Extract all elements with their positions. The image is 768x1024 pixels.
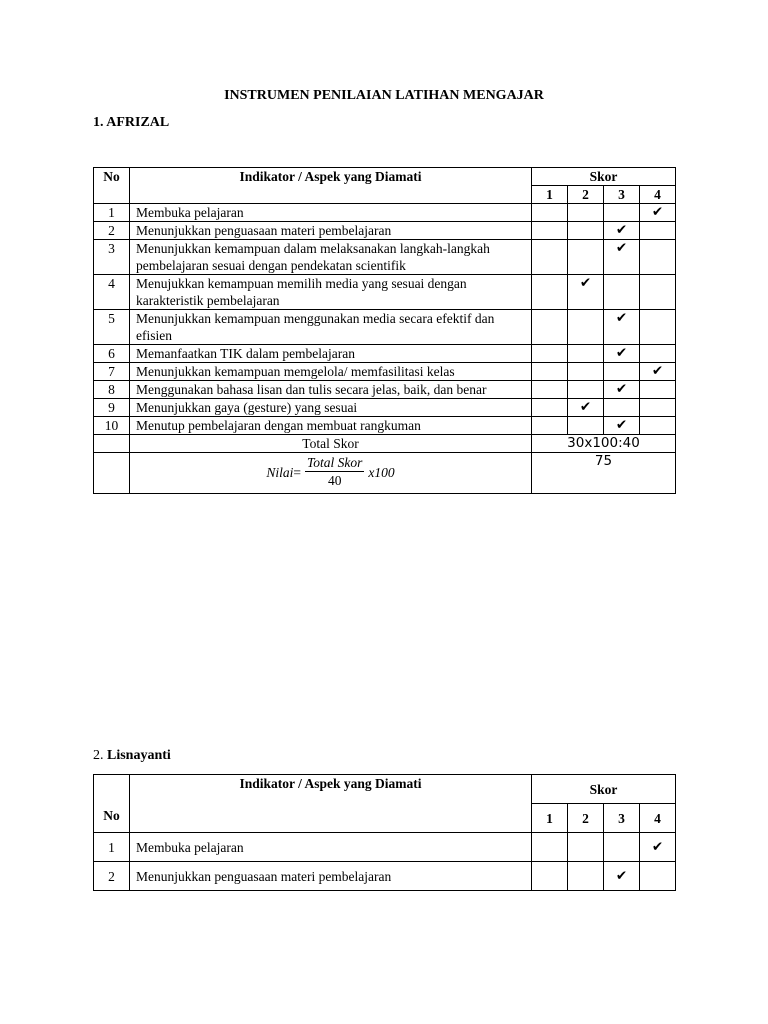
table-row bbox=[94, 399, 676, 417]
header-scale-3: 3 bbox=[604, 804, 640, 833]
row-number: 4 bbox=[94, 275, 130, 310]
score-cell-1 bbox=[532, 417, 568, 435]
nilai-formula bbox=[136, 453, 525, 489]
header-scale-1: 1 bbox=[532, 186, 568, 204]
nilai-value: 75 bbox=[532, 453, 676, 494]
assessment-table-1 bbox=[93, 167, 676, 494]
score-cell-2 bbox=[568, 204, 604, 222]
header-scale-2: 2 bbox=[568, 804, 604, 833]
score-cell-2 bbox=[568, 862, 604, 891]
table-1-body bbox=[94, 204, 676, 435]
score-cell-4 bbox=[640, 862, 676, 891]
section-2-name: Lisnayanti bbox=[107, 748, 171, 763]
formula-denominator: 40 bbox=[327, 473, 342, 488]
score-cell-2 bbox=[568, 833, 604, 862]
score-cell-1 bbox=[532, 310, 568, 345]
row-indicator: Menunjukkan kemampuan memgelola/ memfasilitasi kelas bbox=[130, 363, 532, 381]
table-row bbox=[94, 862, 676, 891]
table-row bbox=[94, 417, 676, 435]
checkmark-icon: ✔ bbox=[579, 399, 592, 415]
score-cell-3 bbox=[604, 862, 640, 891]
table-row bbox=[94, 240, 676, 275]
score-cell-4 bbox=[640, 381, 676, 399]
header-indikator: Indikator / Aspek yang Diamati bbox=[130, 775, 532, 833]
section-2-number: 2. bbox=[93, 748, 104, 763]
table-row bbox=[94, 381, 676, 399]
score-cell-3 bbox=[604, 275, 640, 310]
score-cell-4 bbox=[640, 222, 676, 240]
row-number: 2 bbox=[94, 862, 130, 891]
table-row bbox=[94, 833, 676, 862]
score-cell-1 bbox=[532, 204, 568, 222]
score-cell-4 bbox=[640, 240, 676, 275]
row-indicator: Menujukkan kemampuan memilih media yang sesuai dengan karakteristik pembelajaran bbox=[130, 275, 532, 310]
row-number: 3 bbox=[94, 240, 130, 275]
row-number: 8 bbox=[94, 381, 130, 399]
score-cell-2 bbox=[568, 310, 604, 345]
section-1-number: 1. bbox=[93, 115, 104, 130]
score-cell-4 bbox=[640, 310, 676, 345]
checkmark-icon: ✔ bbox=[651, 363, 664, 379]
score-cell-3 bbox=[604, 417, 640, 435]
score-cell-2 bbox=[568, 222, 604, 240]
score-cell-2 bbox=[568, 417, 604, 435]
score-cell-4 bbox=[640, 275, 676, 310]
total-skor-value: 30x100:40 bbox=[532, 435, 676, 453]
header-scale-1: 1 bbox=[532, 804, 568, 833]
table-2-body bbox=[94, 833, 676, 891]
checkmark-icon: ✔ bbox=[615, 240, 628, 256]
row-indicator: Menunjukkan kemampuan dalam melaksanakan langkah-langkah pembelajaran sesuai dengan pendekatan scientifik bbox=[130, 240, 532, 275]
score-cell-4 bbox=[640, 399, 676, 417]
row-number: 10 bbox=[94, 417, 130, 435]
row-indicator: Menunjukkan kemampuan menggunakan media secara efektif dan efisien bbox=[130, 310, 532, 345]
score-cell-1 bbox=[532, 222, 568, 240]
score-cell-4 bbox=[640, 417, 676, 435]
header-scale-4: 4 bbox=[640, 804, 676, 833]
header-no: No bbox=[94, 168, 130, 204]
score-cell-4 bbox=[640, 363, 676, 381]
score-cell-4 bbox=[640, 204, 676, 222]
table-row bbox=[94, 222, 676, 240]
formula-equals: = bbox=[293, 464, 301, 480]
row-number: 1 bbox=[94, 204, 130, 222]
row-indicator: Membuka pelajaran bbox=[130, 204, 532, 222]
score-cell-4 bbox=[640, 833, 676, 862]
score-cell-1 bbox=[532, 862, 568, 891]
header-skor: Skor bbox=[532, 775, 676, 804]
row-number: 5 bbox=[94, 310, 130, 345]
score-cell-2 bbox=[568, 240, 604, 275]
score-cell-3 bbox=[604, 833, 640, 862]
score-cell-3 bbox=[604, 381, 640, 399]
checkmark-icon: ✔ bbox=[615, 417, 628, 433]
score-cell-1 bbox=[532, 381, 568, 399]
formula-fraction bbox=[305, 455, 364, 489]
nilai-row-blank bbox=[94, 453, 130, 494]
score-cell-4 bbox=[640, 345, 676, 363]
row-indicator: Membuka pelajaran bbox=[130, 833, 532, 862]
checkmark-icon: ✔ bbox=[651, 838, 664, 855]
checkmark-icon: ✔ bbox=[615, 222, 628, 238]
assessment-table-2 bbox=[93, 774, 676, 891]
row-number: 2 bbox=[94, 222, 130, 240]
row-indicator: Memanfaatkan TIK dalam pembelajaran bbox=[130, 345, 532, 363]
score-cell-1 bbox=[532, 399, 568, 417]
score-cell-1 bbox=[532, 833, 568, 862]
section-1-name: AFRIZAL bbox=[106, 115, 170, 130]
row-number: 1 bbox=[94, 833, 130, 862]
checkmark-icon: ✔ bbox=[615, 381, 628, 397]
row-indicator: Menggunakan bahasa lisan dan tulis secara jelas, baik, dan benar bbox=[130, 381, 532, 399]
table-row bbox=[94, 204, 676, 222]
row-number: 7 bbox=[94, 363, 130, 381]
row-indicator: Menutup pembelajaran dengan membuat rangkuman bbox=[130, 417, 532, 435]
header-scale-4: 4 bbox=[640, 186, 676, 204]
table-row bbox=[94, 310, 676, 345]
checkmark-icon: ✔ bbox=[615, 345, 628, 361]
formula-numerator: Total Skor bbox=[306, 455, 363, 470]
table-row bbox=[94, 363, 676, 381]
checkmark-icon: ✔ bbox=[579, 275, 592, 291]
score-cell-1 bbox=[532, 345, 568, 363]
score-cell-3 bbox=[604, 310, 640, 345]
nilai-formula-cell bbox=[130, 453, 532, 494]
header-indikator: Indikator / Aspek yang Diamati bbox=[130, 168, 532, 204]
score-cell-1 bbox=[532, 240, 568, 275]
row-indicator: Menunjukkan gaya (gesture) yang sesuai bbox=[130, 399, 532, 417]
score-cell-3 bbox=[604, 399, 640, 417]
header-skor: Skor bbox=[532, 168, 676, 186]
score-cell-1 bbox=[532, 363, 568, 381]
score-cell-3 bbox=[604, 204, 640, 222]
row-indicator: Menunjukkan penguasaan materi pembelajaran bbox=[130, 862, 532, 891]
row-number: 6 bbox=[94, 345, 130, 363]
formula-lhs: Nilai bbox=[266, 464, 294, 480]
table-row bbox=[94, 345, 676, 363]
total-skor-label: Total Skor bbox=[130, 435, 532, 453]
checkmark-icon: ✔ bbox=[651, 204, 664, 220]
header-scale-3: 3 bbox=[604, 186, 640, 204]
section-2-heading bbox=[93, 748, 171, 764]
score-cell-2 bbox=[568, 275, 604, 310]
row-number: 9 bbox=[94, 399, 130, 417]
section-1-heading bbox=[93, 115, 169, 131]
score-cell-3 bbox=[604, 363, 640, 381]
document-title: INSTRUMEN PENILAIAN LATIHAN MENGAJAR bbox=[224, 88, 544, 103]
table-row bbox=[94, 275, 676, 310]
score-cell-2 bbox=[568, 345, 604, 363]
row-indicator: Menunjukkan penguasaan materi pembelajaran bbox=[130, 222, 532, 240]
score-cell-3 bbox=[604, 240, 640, 275]
score-cell-2 bbox=[568, 363, 604, 381]
checkmark-icon: ✔ bbox=[615, 867, 628, 884]
total-row-blank bbox=[94, 435, 130, 453]
checkmark-icon: ✔ bbox=[615, 310, 628, 326]
score-cell-3 bbox=[604, 345, 640, 363]
header-no: No bbox=[94, 775, 130, 833]
score-cell-2 bbox=[568, 381, 604, 399]
score-cell-2 bbox=[568, 399, 604, 417]
score-cell-1 bbox=[532, 275, 568, 310]
header-scale-2: 2 bbox=[568, 186, 604, 204]
formula-multiplier: x100 bbox=[368, 464, 395, 480]
score-cell-3 bbox=[604, 222, 640, 240]
